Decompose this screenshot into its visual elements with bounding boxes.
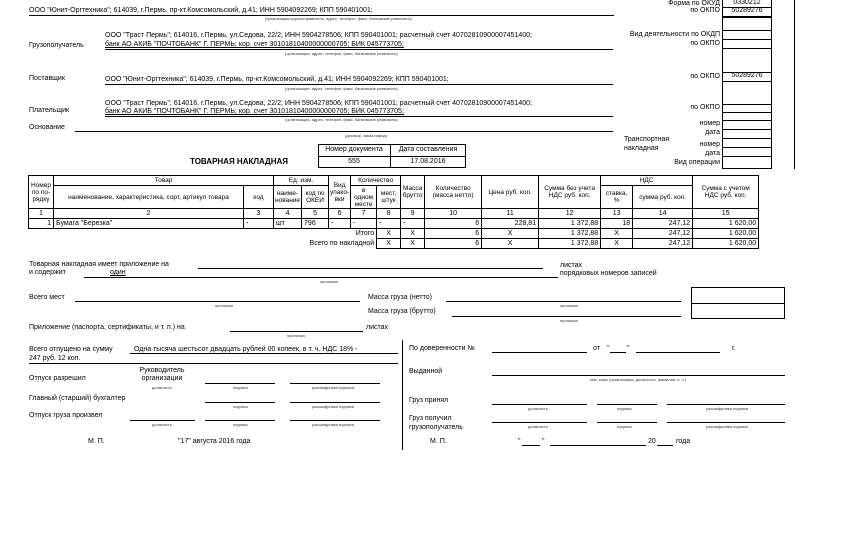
- chief-acc-label: Главный (старший) бухгалтер: [29, 395, 126, 402]
- h-mass: Масса брутто: [401, 176, 425, 209]
- supplier-label: Поставщик: [29, 75, 65, 82]
- cargo-received-pos-caption: должность: [528, 424, 548, 429]
- issued-label: Выданной: [409, 368, 443, 375]
- row-qty: 6: [425, 219, 482, 229]
- proxy-label: По доверенности №: [409, 345, 475, 352]
- footer-divider: [402, 340, 403, 450]
- supplier-underline: [105, 84, 613, 85]
- okpo-label: по ОКПО: [690, 7, 720, 14]
- supplier-caption: (организация, адрес, телефон, факс, банковские реквизиты): [285, 86, 398, 91]
- col-number: 4: [274, 209, 302, 219]
- total-x: X: [377, 229, 401, 239]
- row-price: 228,81: [482, 219, 539, 229]
- date2-suffix: года: [676, 438, 691, 445]
- h-qty-net: Количество (масса нетто): [425, 176, 482, 209]
- doc-title: ТОВАРНАЯ НАКЛАДНАЯ: [190, 157, 289, 166]
- h-pack: Вид упако-вки: [329, 176, 351, 209]
- h-sum-vat: Сумма с учетом НДС руб. коп.: [693, 176, 759, 209]
- appendix-line1: Товарная накладная имеет приложение на: [29, 261, 169, 268]
- mass-gross-propis: прописью: [560, 318, 579, 323]
- mp-left: М. П.: [88, 438, 105, 445]
- mp-right: М. П.: [430, 438, 447, 445]
- doc-date: 17.08.2016: [410, 158, 446, 165]
- cargo-accepted-pos-caption: должность: [528, 406, 548, 411]
- total-places-label: Всего мест: [29, 294, 65, 301]
- release-made-pos-caption: должность: [152, 422, 172, 427]
- chief-acc-sign-caption: подпись: [233, 404, 249, 409]
- proxy-year: г.: [732, 345, 736, 352]
- basis-label: Основание: [29, 124, 65, 131]
- row-name: Бумага "Березка": [54, 219, 244, 229]
- appendix-value: один: [110, 269, 126, 276]
- col-number: 10: [425, 209, 482, 219]
- consignee-label: Грузополучатель: [29, 42, 84, 49]
- attach-propis: прописью: [287, 333, 306, 338]
- appendix-line2: и содержит: [29, 269, 66, 276]
- release-allowed-decode-caption: расшифровка подписи: [312, 385, 355, 390]
- date-signed: "17" августа 2016 года: [178, 438, 251, 445]
- items-table: [28, 175, 759, 249]
- payer-line2: банк АО АКИБ "ПОЧТОБАНК" Г. ПЕРМЬ; кор. счет 30101810400000000705; БИК 045773705;: [105, 108, 404, 115]
- grand-row: [29, 239, 759, 249]
- cargo-received-decode-caption: расшифровка подписи: [706, 424, 749, 429]
- doc-number: 555: [348, 158, 360, 165]
- h-vat-sum: сумма руб. коп.: [633, 186, 693, 209]
- okpo2-label: по ОКПО: [690, 40, 720, 47]
- okpo3-value: 50289276: [731, 72, 763, 79]
- col-number: 5: [302, 209, 329, 219]
- date2-quote-left: ": [518, 438, 521, 445]
- total-label: Итого: [355, 229, 375, 237]
- total-sum-vat: 1 620,00: [693, 229, 759, 239]
- row-unit: шт: [274, 219, 302, 229]
- released-label: Всего отпущено на сумму: [29, 346, 113, 353]
- row-pack: -: [329, 219, 351, 229]
- okpo4-label: по ОКПО: [690, 104, 720, 111]
- row-sum-novat: 1 372,88: [539, 219, 601, 229]
- attach-sheets: листах: [366, 324, 389, 331]
- col-number: 11: [482, 209, 539, 219]
- col-number: 3: [244, 209, 274, 219]
- basis-caption: (договор, заказ-наряд): [345, 133, 387, 138]
- supplier-line: ООО "Юнит-Оргтехника"; 614039, г.Пермь, пр-кт.Комсомольский, д.41; ИНН 5904092269; КПП 590401001;: [105, 76, 449, 83]
- payer-label: Плательщик: [29, 107, 70, 114]
- chief-acc-decode-caption: расшифровка подписи: [312, 404, 355, 409]
- grand-x: X: [601, 239, 633, 249]
- okud-value: 0330212: [733, 0, 761, 6]
- issued-caption: кем, кому (организация, должность, фамилия, и. о.): [590, 377, 687, 382]
- total-qty: 6: [425, 229, 482, 239]
- appendix-propis: прописью: [320, 279, 339, 284]
- basis-underline: [75, 131, 613, 132]
- h-num: Номер по по-рядку: [29, 176, 54, 209]
- row-okei: 796: [302, 219, 329, 229]
- appendix-sheets: листах: [560, 262, 583, 269]
- cargo-accepted-sign-caption: подпись: [617, 406, 633, 411]
- h-sum-novat: Сумма без учета НДС руб. коп.: [539, 176, 601, 209]
- col-number: 12: [539, 209, 601, 219]
- proxy-from: от: [593, 345, 600, 352]
- grand-qty: 6: [425, 239, 482, 249]
- appendix-records: порядковых номеров записей: [560, 270, 657, 277]
- total-x: X: [401, 229, 425, 239]
- date2-year: 20: [648, 438, 656, 445]
- attach-label: Приложение (паспорта, сертификаты, и т. п.) на: [29, 324, 185, 331]
- doc-date-header: Дата составления: [398, 146, 458, 153]
- sender-caption: (организация-грузоотправитель, адрес, телефон, факс, банковские реквизиты): [265, 16, 412, 21]
- consignee-line2: банк АО АКИБ "ПОЧТОБАНК" Г. ПЕРМЬ; кор. счет 30101810400000000705; БИК 045773705;: [105, 41, 404, 48]
- release-allowed-label: Отпуск разрешил: [29, 375, 86, 382]
- col-number: 13: [601, 209, 633, 219]
- date2-quote-right: ": [542, 438, 545, 445]
- consignee-caption: (организация, адрес, телефон, факс, банковские реквизиты): [285, 51, 398, 56]
- h-unit: Ед. изм.: [274, 176, 329, 186]
- date2-label: дата: [705, 150, 720, 157]
- grand-sum-novat: 1 372,88: [539, 239, 601, 249]
- release-made-sign-caption: подпись: [233, 422, 249, 427]
- release-made-label: Отпуск груза произвел: [29, 412, 103, 419]
- cargo-received-sign-caption: подпись: [617, 424, 633, 429]
- grand-x: X: [401, 239, 425, 249]
- total-vat: 247,12: [633, 229, 693, 239]
- release-allowed-pos-caption: должность: [152, 385, 172, 390]
- h-unit-name: наиме-нование: [274, 186, 302, 209]
- row-code: -: [244, 219, 274, 229]
- payer-line1: ООО "Траст Пермь"; 614016, г.Пермь, ул.Седова, 22/2; ИНН 5904278506; КПП 590401001; расчетный счет 40702810900007451400;: [105, 100, 532, 107]
- total-places-propis: прописью: [215, 303, 234, 308]
- date-label: дата: [705, 129, 720, 136]
- col-number: 8: [377, 209, 401, 219]
- col-number: 9: [401, 209, 425, 219]
- mass-net-propis: прописью: [560, 303, 579, 308]
- cargo-accepted-decode-caption: расшифровка подписи: [706, 406, 749, 411]
- row-mass: -: [401, 219, 425, 229]
- okpo-value: 50289276: [731, 7, 763, 14]
- col-number: 7: [351, 209, 377, 219]
- row-sum-vat: 1 620,00: [693, 219, 759, 229]
- grand-vat: 247,12: [633, 239, 693, 249]
- h-goods: Товар: [54, 176, 274, 186]
- mass-net-label: Масса груза (нетто): [368, 294, 432, 301]
- cargo-received-label: Груз получил грузополучатель: [409, 415, 463, 431]
- grand-sum-vat: 1 620,00: [693, 239, 759, 249]
- col-number: 2: [54, 209, 244, 219]
- col-number: 1: [29, 209, 54, 219]
- operation-label: Вид операции: [674, 159, 720, 166]
- released-value: Одна тысяча шестьсот двадцать рублей 00 копеек, в т. ч. НДС 18% -: [134, 346, 358, 353]
- col-number: 14: [633, 209, 693, 219]
- row-num: 1: [29, 219, 54, 229]
- doc-number-header: Номер документа: [325, 146, 383, 153]
- row-places: -: [377, 219, 401, 229]
- transport-label: Транспортная накладная: [624, 136, 670, 152]
- release-allowed-pos: Руководитель организации: [139, 367, 185, 382]
- total-x: X: [482, 229, 539, 239]
- consignee-line1: ООО "Траст Пермь"; 614016, г.Пермь, ул.Седова, 22/2; ИНН 5904278506; КПП 590401001; расчетный счет 40702810900007451400;: [105, 32, 532, 39]
- row-rate: 18: [601, 219, 633, 229]
- h-vat: НДС: [601, 176, 693, 186]
- okud-label: Форма по ОКУД: [668, 0, 720, 7]
- grand-x: X: [482, 239, 539, 249]
- h-qty-one: в одном месте: [351, 186, 377, 209]
- activity-label: Вид деятельности по ОКДП: [629, 31, 720, 38]
- h-goods-name: наименование, характеристика, сорт, артикул товара: [54, 186, 244, 209]
- row-one: -: [351, 219, 377, 229]
- sender-line: ООО "Юнит-Оргтехника"; 614039, г.Пермь, пр-кт.Комсомольский, д.41; ИНН 5904092269; КПП 590401001;: [29, 7, 373, 14]
- total-sum-novat: 1 372,88: [539, 229, 601, 239]
- proxy-quote-right: ": [627, 345, 630, 352]
- released-value2: 247 руб. 12 коп.: [29, 355, 81, 362]
- payer-caption: (организация, адрес, телефон, факс, банковские реквизиты): [285, 117, 398, 122]
- col-number: 15: [693, 209, 759, 219]
- grand-x: X: [377, 239, 401, 249]
- total-x: X: [601, 229, 633, 239]
- table-row: [29, 219, 759, 229]
- mass-gross-label: Масса груза (брутто): [368, 308, 436, 315]
- grand-label: Всего по накладной: [309, 239, 375, 247]
- h-vat-rate: ставка, %: [601, 186, 633, 209]
- proxy-quote-left: ": [607, 345, 610, 352]
- h-unit-okei: код по ОКЕИ: [302, 186, 329, 209]
- consignee-underline: [105, 49, 613, 50]
- col-number: 6: [329, 209, 351, 219]
- release-allowed-sign-caption: подпись: [233, 385, 249, 390]
- total-row: [29, 229, 759, 239]
- col-number-row: [29, 209, 759, 219]
- h-qty-places: мест, штук: [377, 186, 401, 209]
- number2-label: номер: [699, 141, 720, 148]
- okpo3-label: по ОКПО: [690, 73, 720, 80]
- release-made-decode-caption: расшифровка подписи: [312, 422, 355, 427]
- cargo-accepted-label: Груз принял: [409, 397, 449, 404]
- row-vat: 247,12: [633, 219, 693, 229]
- h-qty: Количество: [351, 176, 401, 186]
- h-price: Цена руб. коп.: [482, 176, 539, 209]
- h-goods-code: код: [244, 186, 274, 209]
- number-label: номер: [699, 120, 720, 127]
